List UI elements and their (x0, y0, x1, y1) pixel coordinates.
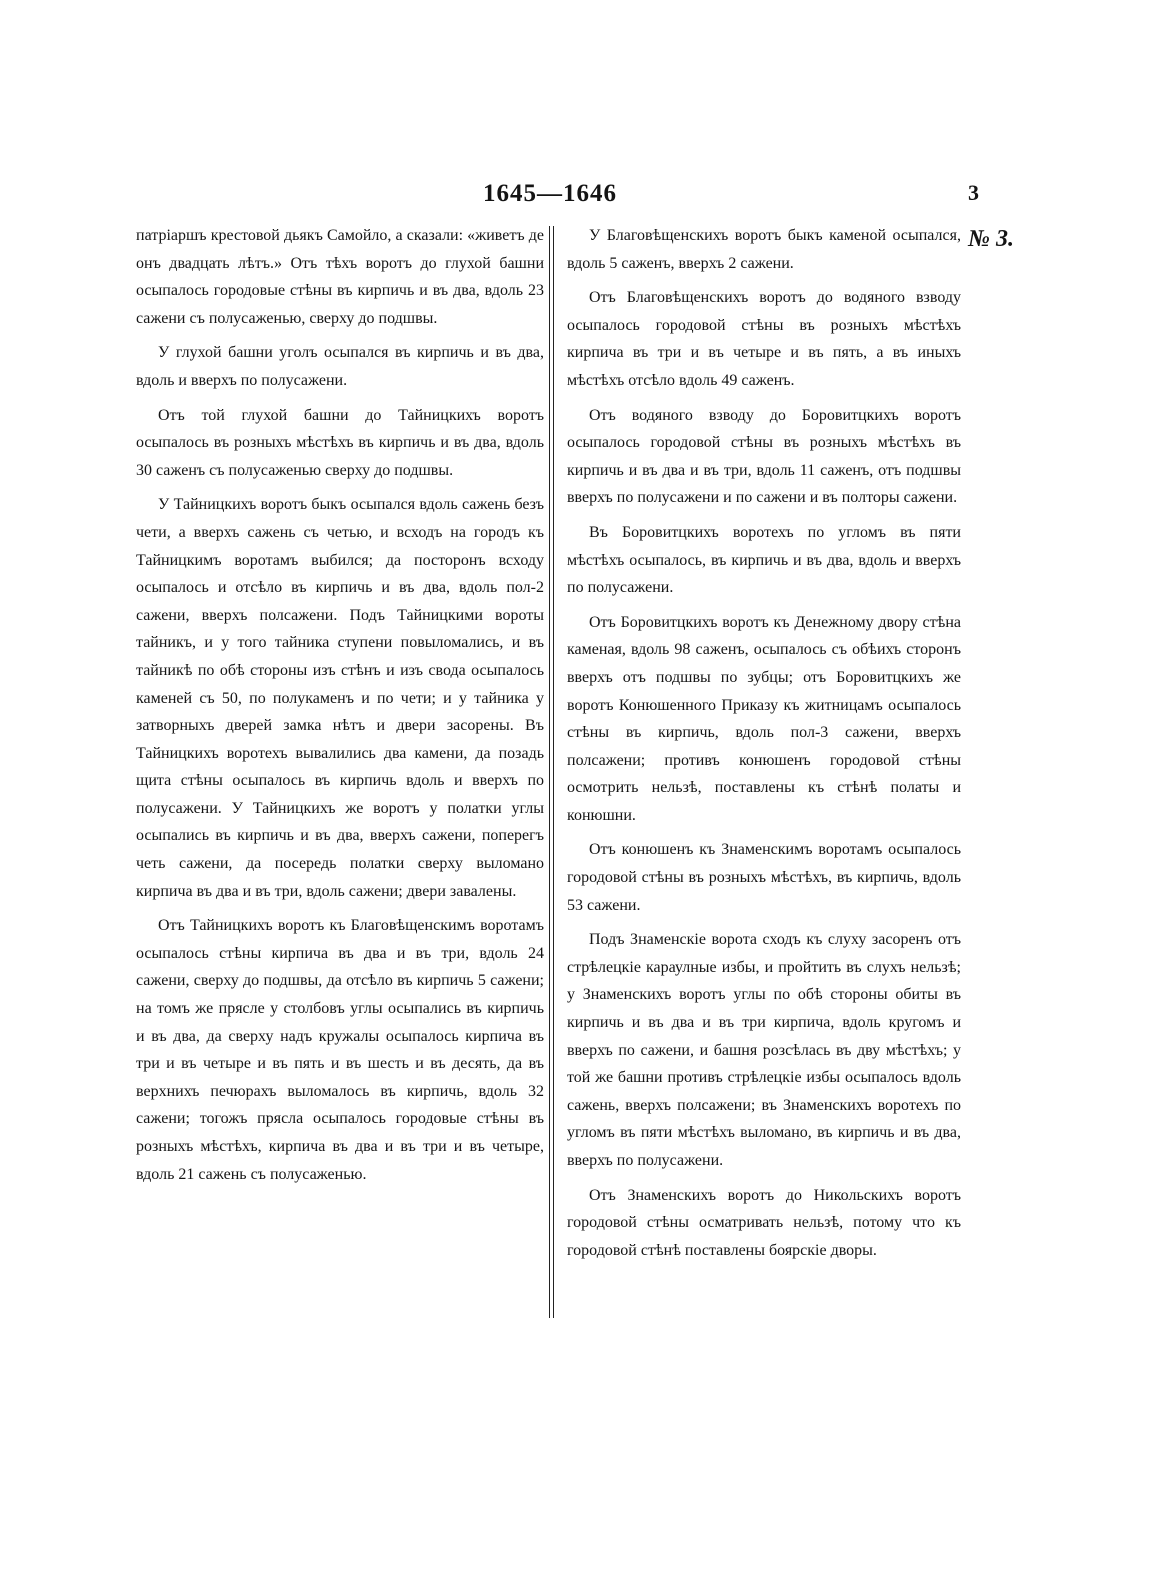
left-paragraph-4: У Тайницкихъ воротъ быкъ осыпался вдоль сажень безъ чети, а вверхъ сажень съ четью, и всходъ на городъ къ Тайницкимъ воротамъ выбился; да посторонъ всходу осыпалось и отсѣло въ кирпичь и въ два, вдоль пол-2 сажени, вверхъ полсажени. Подъ Тайницкими вороты тайникъ, и у того тайника ступени повыломались, и въ тайникѣ по обѣ стороны изъ стѣнъ и изъ свода осыпалось каменей съ 50, по полукаменъ и по чети; и у тайника у затворныхъ дверей замка нѣтъ и двери засорены. Въ Тайницкихъ воротехъ вывалились два камени, да позадь щита стѣны осыпалось въ кирпичь вдоль и вверхъ по полусажени. У Тайницкихъ же воротъ у полатки углы осыпались въ кирпичь и въ два, вверхъ сажени, поперегъ четь сажени, да посередь полатки сверху выломано кирпича въ два и въ три, вдоль сажени; двери завалены. (136, 496, 544, 900)
left-paragraph-1: патріаршъ крестовой дьякъ Самойло, а сказали: «живетъ де онъ двадцать лѣтъ.» Отъ тѣхъ воротъ до глухой башни осыпалось городовые стѣны въ кирпичь и въ два, вдоль 23 сажени съ полусаженью, сверху до подшвы. (136, 227, 544, 327)
right-column (567, 222, 961, 1271)
right-paragraph-5: Отъ Боровитцкихъ воротъ къ Денежному двору стѣна каменая, вдоль 98 саженъ, осыпалось съ обѣихъ сторонъ вверхъ отъ подшвы по зубцы; отъ Боровитцкихъ же воротъ Конюшенного Приказу къ житницамъ осыпалось стѣны въ кирпичь, вдоль пол-3 сажени, вверхъ полсажени; противъ конюшенъ городовой стѣны осмотрить нельзѣ, поставлены къ стѣнѣ полаты и конюшни. (567, 613, 961, 824)
left-paragraph-5: Отъ Тайницкихъ воротъ къ Благовѣщенскимъ воротамъ осыпалось стѣны кирпича въ два и въ три, вдоль 24 сажени, сверху до подшвы, да отсѣло въ кирпичь 5 сажени; на томъ же прясле у столбовъ углы осыпались въ кирпичь и въ два, да сверху надъ кружалы осыпалось кирпича въ три и въ четыре и въ пять и въ шесть и въ десять, да въ верхнихъ печюрахъ выломалось въ кирпичь, вдоль 32 сажени; тогожъ прясла осыпалось городовые стѣны въ розныхъ мѣстѣхъ, кирпича въ два и въ три и въ четыре, вдоль 21 сажень съ полусаженью. (136, 917, 544, 1183)
column-divider (549, 226, 554, 1318)
page-header-years: 1645—1646 (483, 180, 617, 207)
right-paragraph-3: Отъ водяного взводу до Боровитцкихъ воротъ осыпалось городовой стѣны въ розныхъ мѣстѣхъ въ кирпичь и въ два и въ три, вдоль 11 саженъ, отъ подшвы вверхъ по полусажени и по сажени и въ полторы сажени. (567, 406, 961, 507)
right-paragraph-2: Отъ Благовѣщенскихъ воротъ до водяного взводу осыпалось городовой стѣны въ розныхъ мѣстѣхъ кирпича въ три и въ четыре и въ пять, а въ иныхъ мѣстѣхъ отсѣло вдоль 49 саженъ. (567, 289, 961, 389)
page-number: 3 (968, 180, 979, 205)
right-paragraph-4: Въ Боровитцкихъ воротехъ по угломъ въ пяти мѣстѣхъ осыпалось, въ кирпичь и въ два, вдоль и вверхъ по полусажени. (567, 523, 961, 597)
right-paragraph-7: Подъ Знаменскіе ворота сходъ къ слуху засоренъ отъ стрѣлецкіе караулные избы, и пройтить въ слухъ нельзѣ; у Знаменскихъ воротъ углы по обѣ стороны обиты въ кирпичь и въ два и въ три кирпича, вдоль кругомъ и вверхъ по сажени, и башня розсѣлась въ дву мѣстѣхъ; у той же башни противъ стрѣлецкіе избы осыпалось вдоль сажень, вверхъ полсажени; въ Знаменскихъ воротехъ по угломъ въ пяти мѣстѣхъ выломано, въ кирпичь и въ два, вверхъ по полусажени. (567, 931, 961, 1169)
document-number: № 3. (968, 226, 1014, 252)
left-column (136, 222, 544, 1195)
right-paragraph-1: У Благовѣщенскихъ воротъ быкъ каменой осыпался, вдоль 5 саженъ, вверхъ 2 сажени. (567, 227, 961, 272)
left-paragraph-3: Отъ той глухой башни до Тайницкихъ воротъ осыпалось въ розныхъ мѣстѣхъ въ кирпичь и въ два, вдоль 30 саженъ съ полусаженью сверху до подшвы. (136, 406, 544, 479)
left-paragraph-2: У глухой башни уголъ осыпался въ кирпичь и въ два, вдоль и вверхъ по полусажени. (136, 344, 544, 389)
right-paragraph-8: Отъ Знаменскихъ воротъ до Никольскихъ воротъ городовой стѣны осматривать нельзѣ, потому что къ городовой стѣнѣ поставлены боярскіе дворы. (567, 1186, 961, 1259)
right-paragraph-6: Отъ конюшенъ къ Знаменскимъ воротамъ осыпалось городовой стѣны въ розныхъ мѣстѣхъ, въ кирпичь, вдоль 53 сажени. (567, 841, 961, 914)
